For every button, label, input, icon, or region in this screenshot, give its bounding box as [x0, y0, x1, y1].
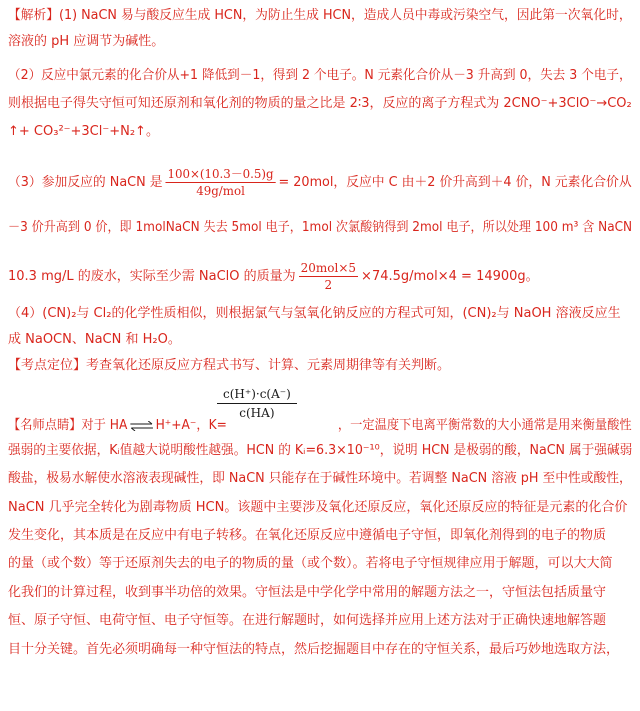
tip-line4: NaCN 几乎完全转化为剧毒物质 HCN。该题中主要涉及氧化还原反应，氧化还原反应的特征是元素的化合价	[8, 500, 628, 515]
tip-line2: 强弱的主要依据，Kᵢ值越大说明酸性越强。HCN 的 Kᵢ=6.3×10⁻¹⁰，说明 HCN 是极弱的酸，NaCN 属于强碱弱	[8, 443, 633, 458]
analysis-p3-line3	[8, 260, 539, 293]
key-point-line: 【考点定位】考查氧化还原反应方程式书写、计算、元素周期律等有关判断。	[8, 358, 451, 373]
tip-mid: H⁺+A⁻，K=	[155, 418, 227, 433]
p3-pre: （3）参加反应的 NaCN 是	[8, 175, 163, 190]
p3-post: = 20mol，反应中 C 由＋2 价升高到＋4 价，N 元素化合价从	[278, 175, 632, 190]
naclo-fraction-denominator: 2	[324, 278, 333, 292]
analysis-p4-line1: （4）(CN)₂与 Cl₂的化学性质相似，则根据氯气与氢氧化钠反应的方程式可知，(CN)₂与 NaOH 溶液反应生	[8, 306, 621, 321]
p3-l3-pre: 10.3 mg/L 的废水，实际至少需 NaClO 的质量为	[8, 269, 296, 284]
tip-line3: 酸盐，极易水解使水溶液表现碱性，即 NaCN 只能存在于碱性环境中。若调整 NaCN 溶液 pH 至中性或酸性，	[8, 471, 632, 486]
nacn-fraction-numerator: 100×(10.3－0.5)g	[167, 167, 274, 181]
nacn-fraction	[166, 166, 276, 199]
tip-line5: 发生变化，其本质是在反应中有电子转移。在氧化还原反应中遵循电子守恒，即氧化剂得到的电子的物质	[8, 528, 607, 543]
naclo-fraction-numerator: 20mol×5	[300, 261, 357, 275]
analysis-p3-line1	[8, 166, 632, 199]
tip-post: ，一定温度下电离平衡常数的大小通常是用来衡量酸性	[337, 418, 632, 433]
tip-line9: 目十分关键。首先必须明确每一种守恒法的特点，然后挖掘题目中存在的守恒关系，最后巧妙地选取方法，	[8, 642, 620, 657]
analysis-p1-line2: 溶液的 pH 应调节为碱性。	[8, 34, 165, 49]
analysis-p1-line1: 【解析】(1) NaCN 易与酸反应生成 HCN，为防止生成 HCN，造成人员中毒或污染空气，因此第一次氧化时，	[8, 8, 632, 23]
tip-line8: 恒、原子守恒、电荷守恒、电子守恒等。在进行解题时，如何选择并应用上述方法对于正确快速地解答题	[8, 613, 607, 628]
analysis-p2-line2: 则根据电子得失守恒可知还原剂和氧化剂的物质的量之比是 2∶3，反应的离子方程式为 2CNO⁻+3ClO⁻→CO₂	[8, 96, 632, 111]
analysis-p3-line2: －3 价升高到 0 价，即 1molNaCN 失去 5mol 电子，1mol 次氯酸钠得到 2mol 电子，所以处理 100 m³ 含 NaCN	[8, 220, 633, 235]
tip-line7: 化我们的计算过程，收到事半功倍的效果。守恒法是中学化学中常用的解题方法之一，守恒法包括质量守	[8, 585, 607, 600]
tip-line1	[8, 416, 632, 436]
tip-line6: 的量（或个数）等于还原剂失去的电子的物质的量（或个数）。若将电子守恒规律应用于解题，可以大大简	[8, 556, 613, 571]
ka-numerator: c(H⁺)·c(A⁻)	[217, 385, 297, 404]
naclo-fraction	[299, 260, 358, 293]
tip-pre: 【名师点睛】对于 HA	[8, 418, 128, 433]
analysis-p2-line1: （2）反应中氯元素的化合价从+1 降低到－1，得到 2 个电子。N 元素化合价从－3 升高到 0，失去 3 个电子，	[8, 68, 632, 83]
analysis-p4-line2: 成 NaOCN、NaCN 和 H₂O。	[8, 332, 181, 347]
analysis-p2-line3: ↑+ CO₃²⁻+3Cl⁻+N₂↑。	[8, 124, 159, 139]
reversible-arrow-icon	[129, 421, 153, 431]
p3-l3-post: ×74.5g/mol×4 = 14900g。	[361, 269, 539, 284]
nacn-fraction-denominator: 49g/mol	[196, 184, 245, 198]
ka-denominator: c(HA)	[239, 406, 275, 420]
